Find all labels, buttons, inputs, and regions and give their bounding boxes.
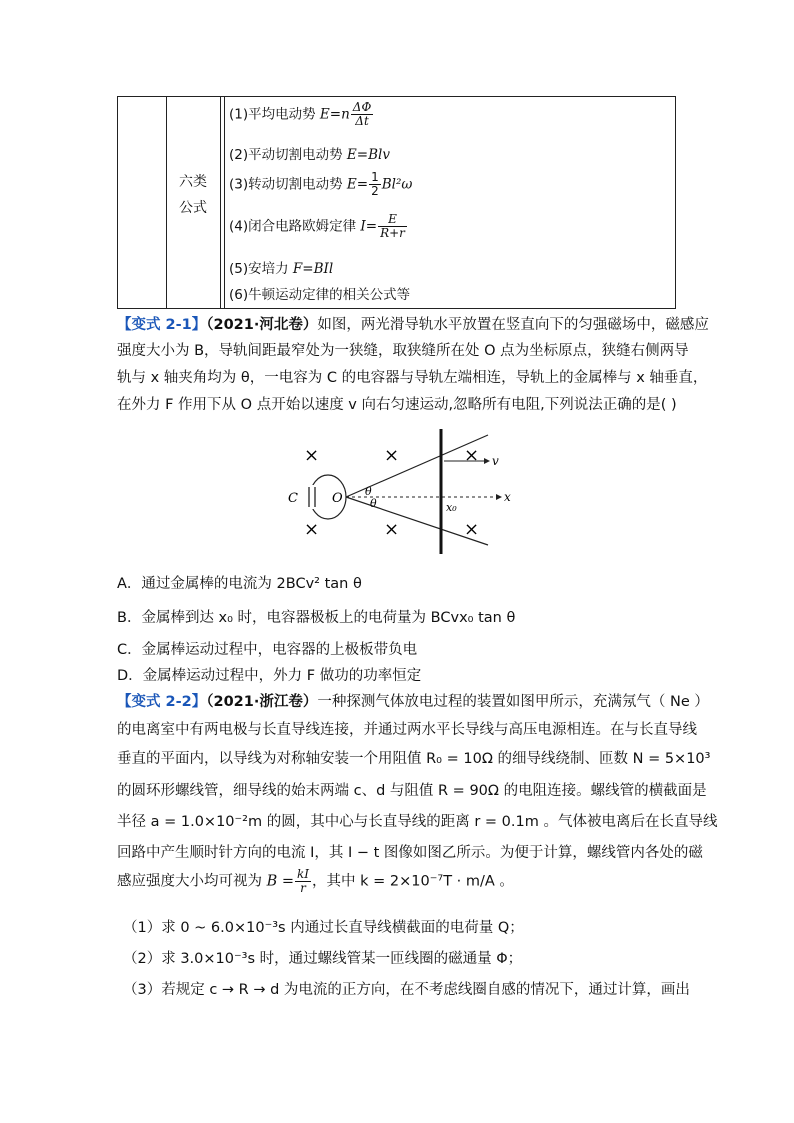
table-empty-cell: [118, 97, 167, 308]
formula-6: (6)牛顿运动定律的相关公式等: [229, 287, 411, 303]
field-cross: ×: [464, 519, 480, 540]
label-O: O: [332, 491, 343, 506]
option-b: B．金属棒到达 x₀ 时，电容器极板上的电荷量为 BCvx₀ tan θ: [117, 610, 516, 626]
q22-line-3: 垂直的平面内，以导线为对称轴安装一个用阻值 R₀ = 10Ω 的细导线绕制、匝数 N = 5×10³: [117, 751, 711, 767]
formula-5: (5)安培力 F=BIl: [229, 261, 334, 277]
q21-line-1: 【变式 2-1】（2021·河北卷）如图，两光滑导轨水平放置在竖直向下的匀强磁场中，磁感应: [117, 317, 709, 333]
formula-3: (3)转动切割电动势 E= $\frac{1}{2}$ Bl²ω: [229, 170, 413, 198]
q21-line-2: 强度大小为 B，导轨间距最窄处为一狭缝，取狭缝所在处 O 点为坐标原点，狭缝右侧两导: [117, 343, 689, 359]
field-cross: ×: [304, 445, 320, 466]
table-category-label: 六类 公式: [179, 174, 207, 216]
label-theta-1: θ: [365, 485, 372, 498]
label-x0: x₀: [446, 501, 457, 514]
label-C: C: [288, 491, 298, 506]
field-cross: ×: [464, 445, 480, 466]
label-x: x: [504, 490, 511, 504]
q22-sub-3: （3）若规定 c → R → d 为电流的正方向，在不考虑线圈自感的情况下，通过计算，画出: [123, 982, 690, 998]
option-c: C．金属棒运动过程中，电容器的上极板带负电: [117, 642, 418, 658]
option-d: D．金属棒运动过程中，外力 F 做功的功率恒定: [117, 668, 422, 684]
table-formula-cell: [224, 97, 675, 308]
q22-line-4: 的圆环形螺线管，细导线的始末两端 c、d 与阻值 R = 90Ω 的电阻连接。螺线管的横截面是: [117, 783, 707, 799]
q21-tag: 【变式 2-1】: [117, 317, 207, 333]
q21-line-3: 轨与 x 轴夹角均为 θ，一电容为 C 的电容器与导轨左端相连，导轨上的金属棒与 x 轴垂直，: [117, 370, 708, 386]
q22-line-2: 的电离室中有两电极与长直导线连接，并通过两水平长导线与高压电源相连。在与长直导线: [117, 722, 697, 738]
q22-line-6: 回路中产生顺时针方向的电流 I，其 I − t 图像如图乙所示。为便于计算，螺线管内各处的磁: [117, 845, 703, 861]
formula-4: (4)闭合电路欧姆定律 I= $\frac{E}{R+r}$: [229, 212, 405, 240]
q21-source: （2021·河北卷）: [206, 317, 318, 333]
x-axis-arrow: [496, 494, 502, 500]
q21-line-4: 在外力 F 作用下从 O 点开始以速度 v 向右匀速运动,忽略所有电阻,下列说法正确的是( ): [117, 397, 677, 413]
field-cross: ×: [304, 519, 320, 540]
label-theta-2: θ: [370, 497, 377, 510]
q22-sub-2: （2）求 3.0×10⁻³s 时，通过螺线管某一匝线圈的磁通量 Φ；: [123, 951, 523, 967]
field-cross: ×: [384, 445, 400, 466]
q22-line-1: 【变式 2-2】（2021·浙江卷）一种探测气体放电过程的装置如图甲所示，充满氖气（ Ne ）: [117, 694, 709, 710]
q21-figure: [270, 425, 520, 560]
formula-2: (2)平动切割电动势 E=Blv: [229, 147, 390, 163]
label-v: v: [492, 454, 499, 468]
q22-sub-1: （1）求 0 ~ 6.0×10⁻³s 内通过长直导线横截面的电荷量 Q；: [123, 920, 524, 936]
q22-tag: 【变式 2-2】: [117, 694, 207, 710]
q22-source: （2021·浙江卷）: [206, 694, 318, 710]
formula-table: [117, 96, 676, 309]
field-cross: ×: [384, 519, 400, 540]
table-category-cell: [166, 97, 221, 308]
option-a: A．通过金属棒的电流为 2BCv² tan θ: [117, 576, 362, 592]
formula-1: (1)平均电动势 E=n $\frac{\Delta\Phi}{\Delta t}$: [229, 100, 372, 128]
q22-line-5: 半径 a = 1.0×10⁻²m 的圆，其中心与长直导线的距离 r = 0.1m 。气体被电离后在长直导线: [117, 814, 718, 830]
velocity-arrowhead: [484, 458, 490, 464]
q22-line-7: 感应强度大小均可视为 B = $\frac{kI}{r}$ ，其中 k = 2×10⁻⁷T · m/A 。: [117, 867, 514, 895]
